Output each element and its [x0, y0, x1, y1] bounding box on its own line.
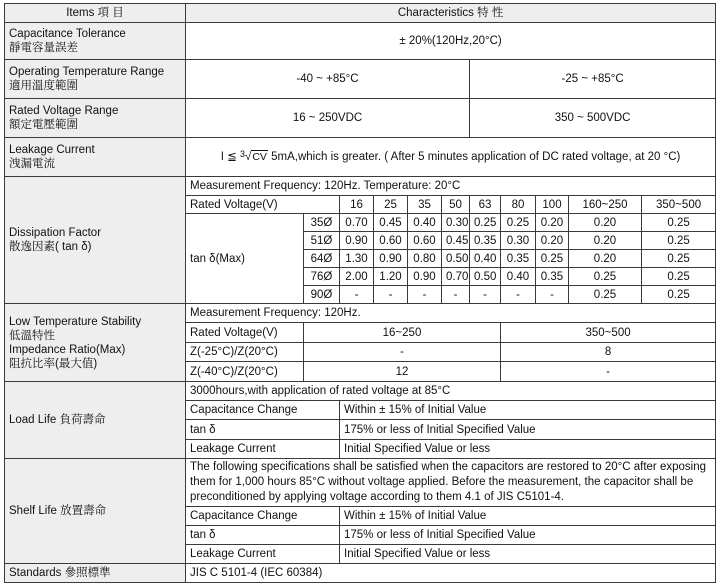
leakage-current-row — [5, 138, 716, 177]
lts-voltage-a: 16~250 — [304, 323, 501, 343]
load-life-label: Load Life 負荷壽命 — [5, 382, 186, 459]
df-measurement: Measurement Frequency: 120Hz. Temperature: 20°C — [186, 177, 716, 196]
shelf-life-item: Leakage Current — [186, 545, 340, 564]
operating-temp-label: Operating Temperature Range 適用溫度範圍 — [5, 60, 186, 99]
df-value-cell: 0.90 — [340, 232, 374, 250]
df-voltage-cell: 160~250 — [569, 196, 642, 214]
df-rated-voltage-label: Rated Voltage(V) — [186, 196, 340, 214]
df-diameter-cell: 35Ø — [304, 214, 340, 232]
df-value-cell: 0.25 — [536, 250, 569, 268]
lts-ratio-value: - — [501, 362, 716, 382]
df-value-cell: 0.60 — [408, 232, 442, 250]
operating-temp-range-a: -40 ~ +85°C — [186, 60, 470, 99]
df-voltage-cell: 16 — [340, 196, 374, 214]
characteristics-header: Characteristics 特 性 — [186, 4, 716, 23]
load-life-item: Capacitance Change — [186, 401, 340, 420]
df-value-cell: 0.35 — [501, 250, 536, 268]
df-value-cell: - — [408, 286, 442, 304]
df-value-cell: 0.20 — [569, 250, 642, 268]
shelf-life-value: Within ± 15% of Initial Value — [340, 507, 716, 526]
df-value-cell: - — [470, 286, 501, 304]
df-value-cell: 2.00 — [340, 268, 374, 286]
specification-table — [4, 3, 716, 583]
lts-ratio-label: Z(-25°C)/Z(20°C) — [186, 343, 304, 362]
df-value-cell: 0.30 — [442, 214, 470, 232]
df-voltage-cell: 350~500 — [642, 196, 716, 214]
df-value-cell: 0.50 — [470, 268, 501, 286]
shelf-life-condition-row — [5, 459, 716, 507]
shelf-life-condition: The following specifications shall be satisfied when the capacitors are restored to 20°C after exposing them for 1,000 hours 85°C without voltage applied. Before the measurement, the capacitor shall be preconditioned by applying voltage according to them 4.1 of JIS C5101-4. — [186, 459, 716, 507]
lts-ratio-value: - — [304, 343, 501, 362]
df-value-cell: 0.30 — [501, 232, 536, 250]
df-tan-label: tan δ(Max) — [186, 214, 304, 304]
df-voltage-cell: 35 — [408, 196, 442, 214]
load-life-item: Leakage Current — [186, 440, 340, 459]
df-value-cell: 0.20 — [536, 232, 569, 250]
df-value-cell: - — [536, 286, 569, 304]
dissipation-factor-label: Dissipation Factor 散逸因素( tan δ) — [5, 177, 186, 304]
capacitance-tolerance-value: ± 20%(120Hz,20°C) — [186, 23, 716, 60]
load-life-value: Initial Specified Value or less — [340, 440, 716, 459]
load-life-condition: 3000hours,with application of rated voltage at 85°C — [186, 382, 716, 401]
shelf-life-value: Initial Specified Value or less — [340, 545, 716, 564]
df-value-cell: 0.25 — [642, 286, 716, 304]
df-value-cell: 0.20 — [569, 214, 642, 232]
df-voltage-cell: 100 — [536, 196, 569, 214]
items-header: Items 項 目 — [5, 4, 186, 23]
df-voltage-cell: 63 — [470, 196, 501, 214]
rated-voltage-range-b: 350 ~ 500VDC — [470, 99, 716, 138]
df-voltage-cell: 25 — [374, 196, 408, 214]
df-value-cell: - — [374, 286, 408, 304]
df-value-cell: 0.50 — [442, 250, 470, 268]
capacitance-tolerance-row — [5, 23, 716, 60]
df-value-cell: 0.25 — [569, 268, 642, 286]
df-value-cell: 0.25 — [642, 214, 716, 232]
df-value-cell: 0.25 — [470, 214, 501, 232]
shelf-life-item: Capacitance Change — [186, 507, 340, 526]
df-value-cell: 0.45 — [374, 214, 408, 232]
df-voltage-cell: 80 — [501, 196, 536, 214]
df-value-cell: 0.20 — [536, 214, 569, 232]
df-value-cell: 0.40 — [408, 214, 442, 232]
df-value-cell: - — [442, 286, 470, 304]
shelf-life-value: 175% or less of Initial Specified Value — [340, 526, 716, 545]
capacitance-tolerance-label: Capacitance Tolerance 靜電容量誤差 — [5, 23, 186, 60]
operating-temp-row — [5, 60, 716, 99]
rated-voltage-range-label: Rated Voltage Range 額定電壓範圍 — [5, 99, 186, 138]
df-value-cell: 0.35 — [536, 268, 569, 286]
leakage-current-label: Leakage Current 洩漏電流 — [5, 138, 186, 177]
df-value-cell: 0.25 — [569, 286, 642, 304]
df-voltage-cell: 50 — [442, 196, 470, 214]
shelf-life-label: Shelf Life 放置壽命 — [5, 459, 186, 564]
standards-row — [5, 564, 716, 583]
lts-ratio-value: 8 — [501, 343, 716, 362]
df-diameter-cell: 64Ø — [304, 250, 340, 268]
df-measurement-row — [5, 177, 716, 196]
df-value-cell: 0.40 — [470, 250, 501, 268]
df-value-cell: 1.20 — [374, 268, 408, 286]
df-value-cell: 0.70 — [340, 214, 374, 232]
df-value-cell: 0.25 — [642, 268, 716, 286]
shelf-life-item: tan δ — [186, 526, 340, 545]
load-life-item: tan δ — [186, 420, 340, 440]
load-life-condition-row — [5, 382, 716, 401]
df-diameter-cell: 51Ø — [304, 232, 340, 250]
lts-ratio-value: 12 — [304, 362, 501, 382]
rated-voltage-range-row — [5, 99, 716, 138]
df-value-cell: 0.80 — [408, 250, 442, 268]
df-value-cell: 0.60 — [374, 232, 408, 250]
standards-label: Standards 參照標準 — [5, 564, 186, 583]
operating-temp-range-b: -25 ~ +85°C — [470, 60, 716, 99]
df-value-cell: 0.40 — [501, 268, 536, 286]
df-value-cell: 0.20 — [569, 232, 642, 250]
df-value-cell: 0.25 — [642, 232, 716, 250]
load-life-value: 175% or less of Initial Specified Value — [340, 420, 716, 440]
header-row — [5, 4, 716, 23]
lts-rated-voltage-label: Rated Voltage(V) — [186, 323, 304, 343]
df-value-cell: 0.25 — [501, 214, 536, 232]
df-value-cell: - — [501, 286, 536, 304]
lts-voltage-b: 350~500 — [501, 323, 716, 343]
lts-ratio-label: Z(-40°C)/Z(20°C) — [186, 362, 304, 382]
df-value-cell: 0.45 — [442, 232, 470, 250]
lts-measurement: Measurement Frequency: 120Hz. — [186, 304, 716, 323]
lts-measurement-row — [5, 304, 716, 323]
low-temp-stability-label: Low Temperature Stability 低溫特性 Impedance Ratio(Max) 阻抗比率(最大值) — [5, 304, 186, 382]
df-value-cell: 0.90 — [408, 268, 442, 286]
load-life-value: Within ± 15% of Initial Value — [340, 401, 716, 420]
leakage-current-value: I ≦ $^3$√CV 5mA,which is greater. ( After 5 minutes application of DC rated voltage, at 20 °C) — [186, 138, 716, 177]
df-value-cell: - — [340, 286, 374, 304]
rated-voltage-range-a: 16 ~ 250VDC — [186, 99, 470, 138]
df-value-cell: 0.25 — [642, 250, 716, 268]
standards-value: JIS C 5101-4 (IEC 60384) — [186, 564, 716, 583]
df-value-cell: 0.90 — [374, 250, 408, 268]
cube-root-formula: $^3$√CV — [240, 149, 267, 163]
df-diameter-cell: 90Ø — [304, 286, 340, 304]
df-value-cell: 1.30 — [340, 250, 374, 268]
df-value-cell: 0.70 — [442, 268, 470, 286]
df-value-cell: 0.35 — [470, 232, 501, 250]
df-diameter-cell: 76Ø — [304, 268, 340, 286]
